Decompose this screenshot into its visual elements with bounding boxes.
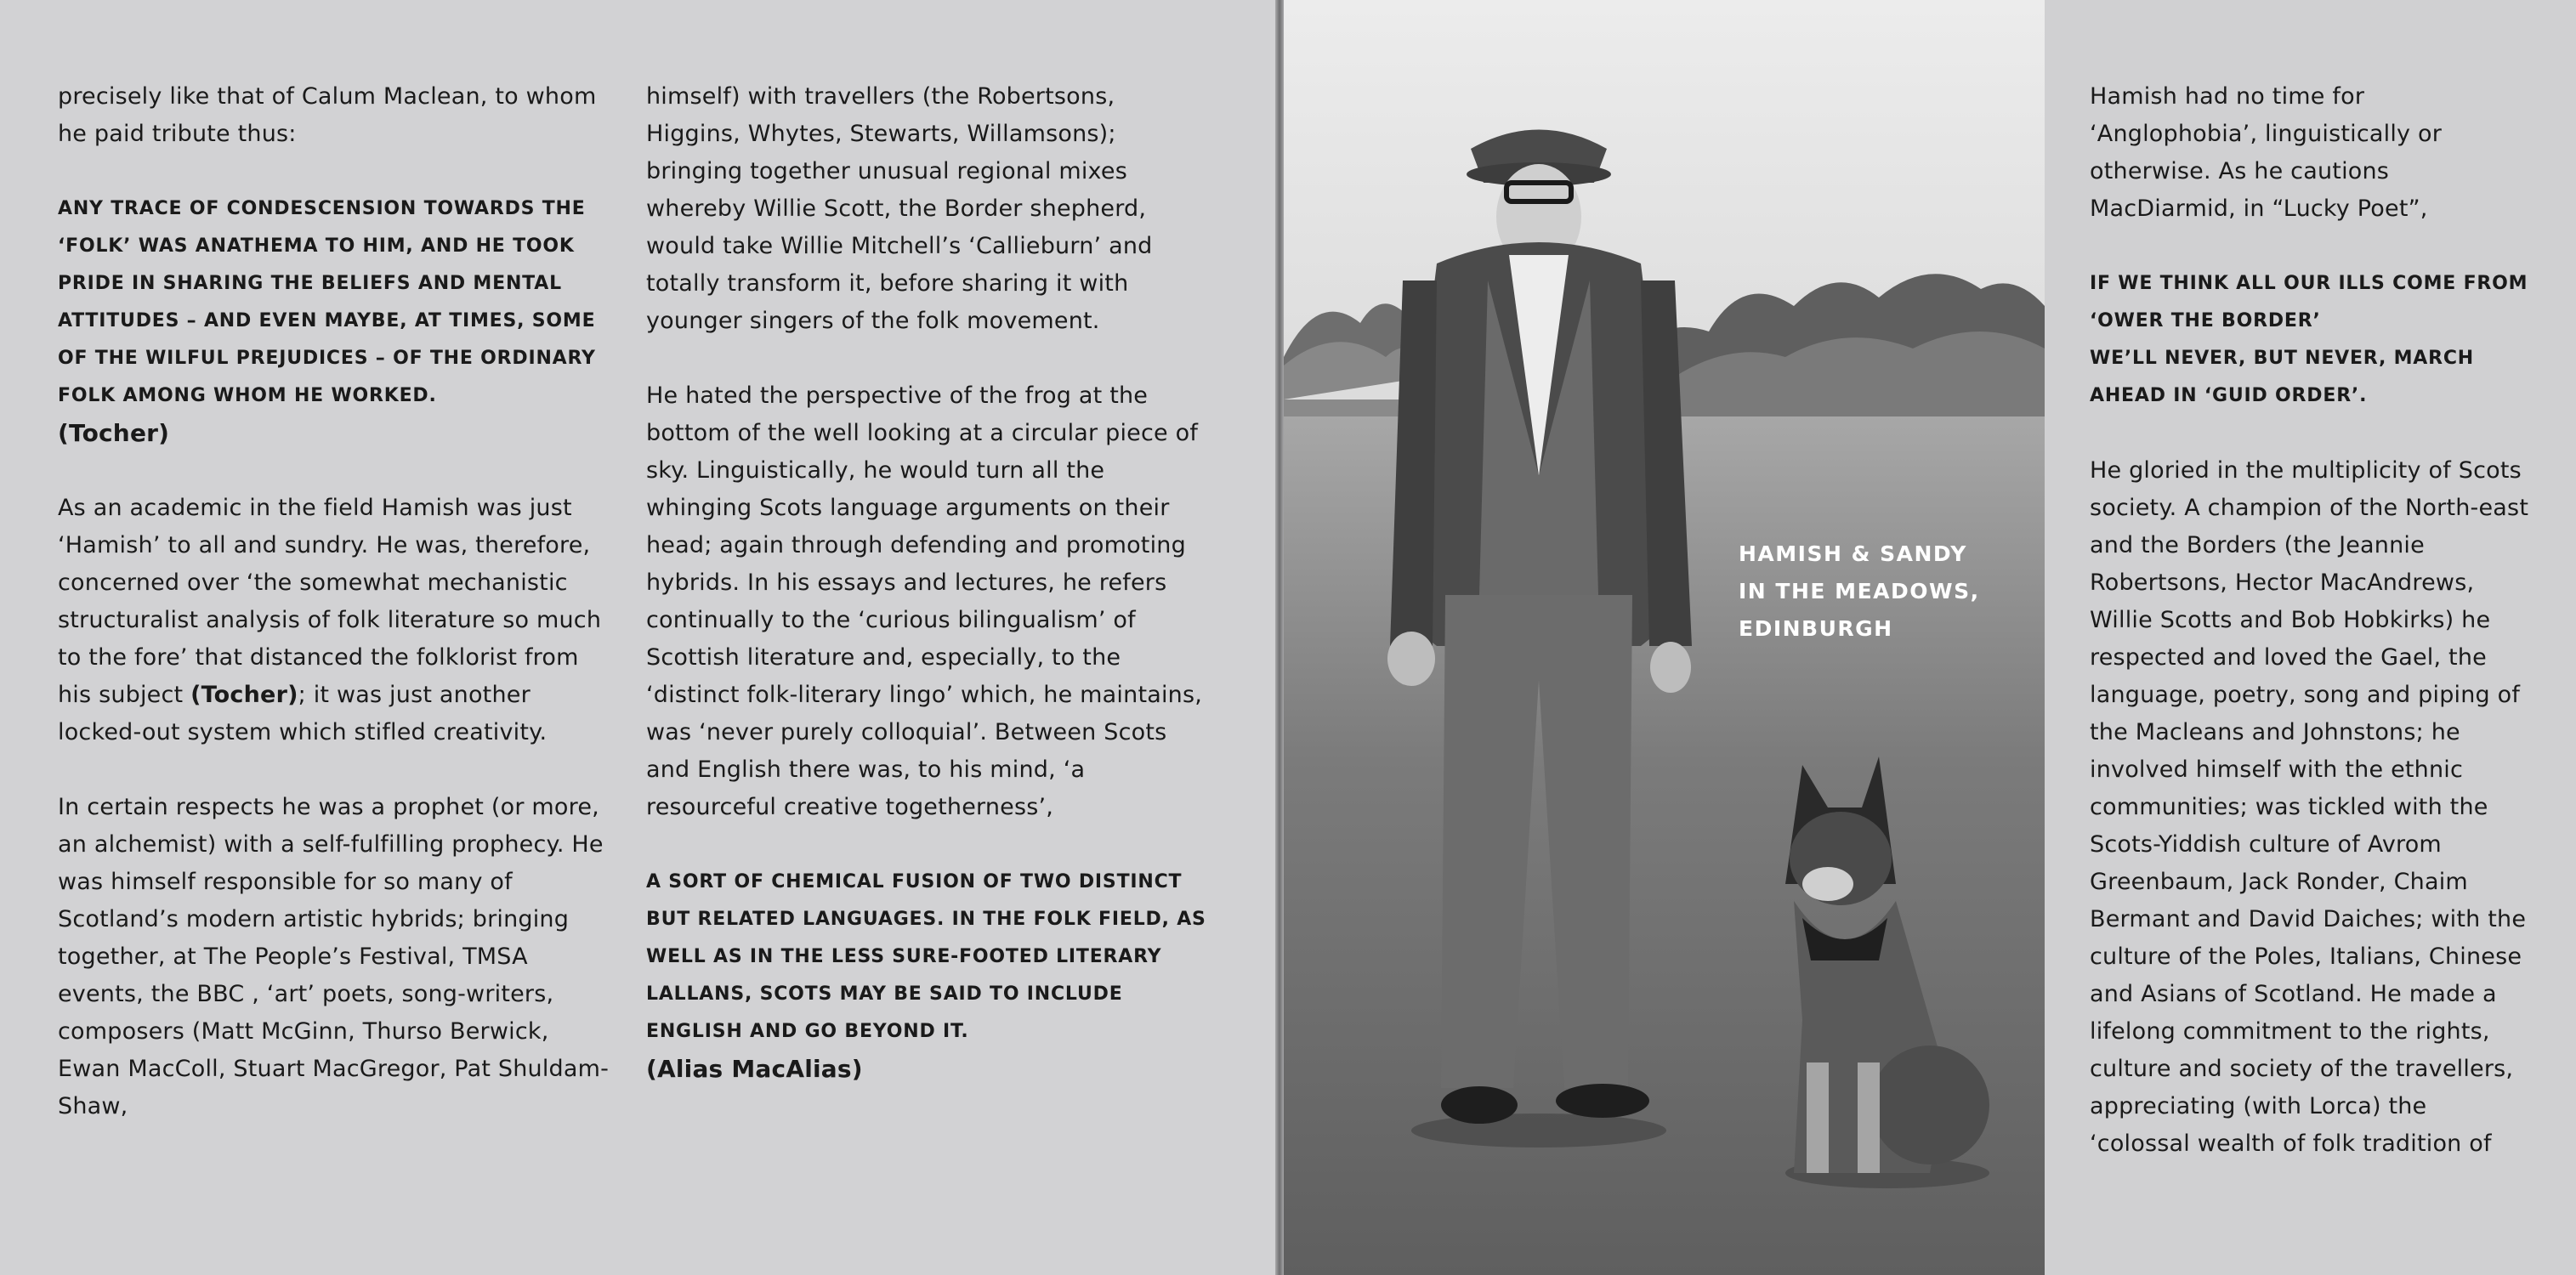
col3-paragraph-1: Hamish had no time for ‘Anglophobia’, linguistically or otherwise. As he cautions MacDiarmid, in “Lucky Poet”, [2090,83,2443,222]
col3-quote-line-1: IF WE THINK ALL OUR ILLS COME FROM ‘OWER THE BORDER’ [2090,273,2528,332]
middle-column [646,78,1207,1125]
caption-line-1: HAMISH & SANDY [1739,541,1967,566]
col1-paragraph-3: In certain respects he was a prophet (or more, an alchemist) with a self-fulfilling prophecy. He was himself responsible for so many of Scotland’s modern artistic hybrids; bringing together, at The People’s Festival, TMSA events, the BBC , ‘art’ poets, song-writers, composers (Matt McGinn, Thurso Berwick, Ewan MacColl, Stuart MacGregor, Pat Shuldam-Shaw, [58,794,610,1119]
col1-para2-citation: (Tocher) [190,682,298,708]
col2-quote: A SORT OF CHEMICAL FUSION OF TWO DISTINCT BUT RELATED LANGUAGES. IN THE FOLK FIELD, AS WELL AS IN THE LESS SURE-FOOTED LITERARY LALLANS, SCOTS MAY BE SAID TO INCLUDE ENGLISH AND GO BEYOND IT. [646,871,1206,1042]
caption-line-2: IN THE MEADOWS, [1739,579,1980,604]
photo-hamish-and-sandy [1284,0,2045,1275]
col1-intro: precisely like that of Calum Maclean, to whom he paid tribute thus: [58,83,597,147]
col1-quote: ANY TRACE OF CONDESCENSION TOWARDS THE ‘FOLK’ WAS ANATHEMA TO HIM, AND HE TOOK PRIDE IN SHARING THE BELIEFS AND MENTAL ATTITUDES – AND EVEN MAYBE, AT TIMES, SOME OF THE WILFUL PREJUDICES – OF THE ORDINARY FOLK AMONG WHOM HE WORKED. [58,198,596,406]
caption-line-3: EDINBURGH [1739,616,1893,641]
photo-caption [1739,536,2019,648]
left-column [58,78,610,1125]
col2-paragraph-2: He hated the perspective of the frog at the bottom of the well looking at a circular piece of sky. Linguistically, he would turn all the whinging Scots language arguments on their head; again through defending and promoting hybrids. In his essays and lectures, he refers continually to the ‘curious bilingualism’ of Scottish literature and, especially, to the ‘distinct folk-literary lingo’ which, he maintains, was ‘never purely colloquial’. Between Scots and English there was, to his mind, ‘a resourceful creative togetherness’, [646,382,1203,820]
col1-quote-citation: (Tocher) [58,419,170,447]
col1-para2-end: ; it was just another locked-out system which stifled creativity. [58,682,548,745]
col3-quote-line-2: WE’LL NEVER, BUT NEVER, MARCH AHEAD IN ‘GUID ORDER’. [2090,348,2474,406]
col1-para2-start: As an academic in the field Hamish was just ‘Hamish’ to all and sundry. He was, therefore, concerned over ‘the somewhat mechanistic structuralist analysis of folk literature so much to the fore’ that distanced the folklorist from his subject [58,495,602,708]
col3-paragraph-2: He gloried in the multiplicity of Scots society. A champion of the North-east and the Borders (the Jeannie Robertsons, Hector MacAndrews, Willie Scotts and Bob Hobkirks) he respected and loved the Gael, the language, poetry, song and piping of the Macleans and Johnstons; he involved himself with the ethnic communities; was tickled with the Scots-Yiddish culture of Avrom Greenbaum, Jack Ronder, Chaim Bermant and David Daiches; with the culture of the Poles, Italians, Chinese and Asians of Scotland. He made a lifelong commitment to the rights, culture and society of the travellers, appreciating (with Lorca) the ‘colossal wealth of folk tradition of [2090,457,2529,1157]
right-column [2090,78,2532,1163]
book-spine [1275,0,1284,1275]
col2-paragraph-1: himself) with travellers (the Robertsons, Higgins, Whytes, Stewarts, Willamsons); bringing together unusual regional mixes whereby Willie Scott, the Border shepherd, would take Willie Mitchell’s ‘Callieburn’ and totally transform it, before sharing it with younger singers of the folk movement. [646,83,1153,334]
col2-quote-citation: (Alias MacAlias) [646,1055,863,1083]
col1-paragraph-2 [58,490,610,751]
